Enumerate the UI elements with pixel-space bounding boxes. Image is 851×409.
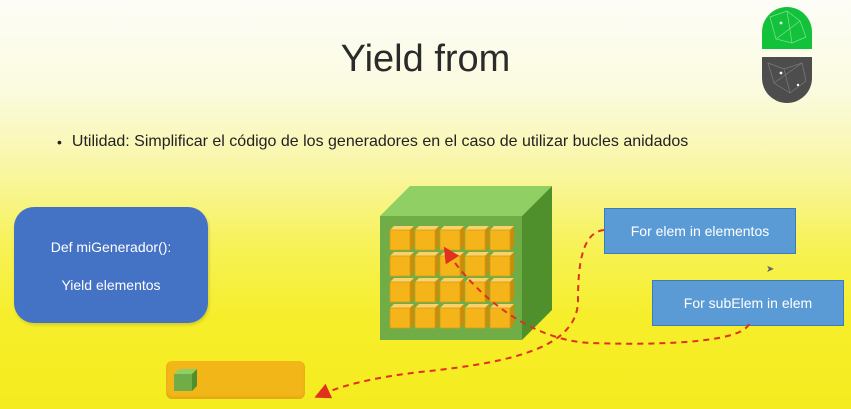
inner-loop-arrow — [446, 250, 749, 344]
slide-title: Yield from — [340, 38, 511, 80]
inner-loop-box: For subElem in elem — [652, 280, 844, 326]
single-element-cube — [174, 369, 198, 391]
mouse-pointer-icon: ➤ — [766, 264, 775, 275]
yield-line: Yield elementos — [61, 277, 161, 293]
bullet-text: Utilidad: Simplificar el código de los generadores en el caso de utilizar bucles anidados — [71, 133, 689, 150]
outer-loop-arrow — [318, 230, 604, 396]
bullet-dot-icon: • — [57, 134, 62, 150]
def-line: Def miGenerador(): — [50, 239, 172, 255]
outer-loop-box: For elem in elementos — [604, 208, 796, 254]
